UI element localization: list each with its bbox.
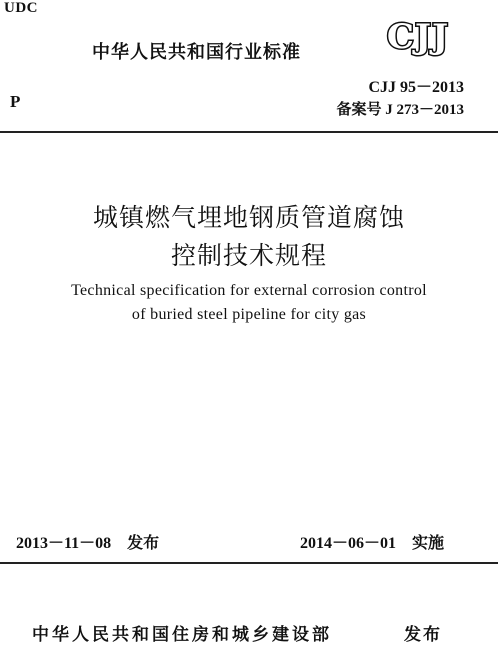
publisher-name: 中华人民共和国住房和城乡建设部 [32, 625, 332, 645]
english-title-line-2: of buried steel pipeline for city gas [131, 306, 367, 323]
cjj-logo-text: CJJ [386, 17, 450, 57]
cjj-logo [372, 10, 464, 58]
chinese-title-line-1: 城镇燃气埋地钢质管道腐蚀 [92, 203, 405, 232]
implementation-date: 2014－06－01 实施 [300, 535, 445, 552]
english-title-line-1: Technical specification for external corrosion control [71, 282, 427, 299]
category-code: P [10, 92, 21, 111]
publish-label: 发布 [404, 625, 442, 645]
chinese-title-line-2: 控制技术规程 [170, 241, 327, 270]
standard-code: CJJ 95－2013 [368, 79, 464, 96]
publish-date: 2013－11－08 发布 [16, 535, 160, 552]
udc-label: UDC [4, 0, 38, 16]
bottom-divider [0, 562, 498, 564]
top-divider [0, 131, 498, 133]
record-number: 备案号 J 273－2013 [336, 102, 464, 118]
standard-type-title: 中华人民共和国行业标准 [92, 42, 301, 63]
